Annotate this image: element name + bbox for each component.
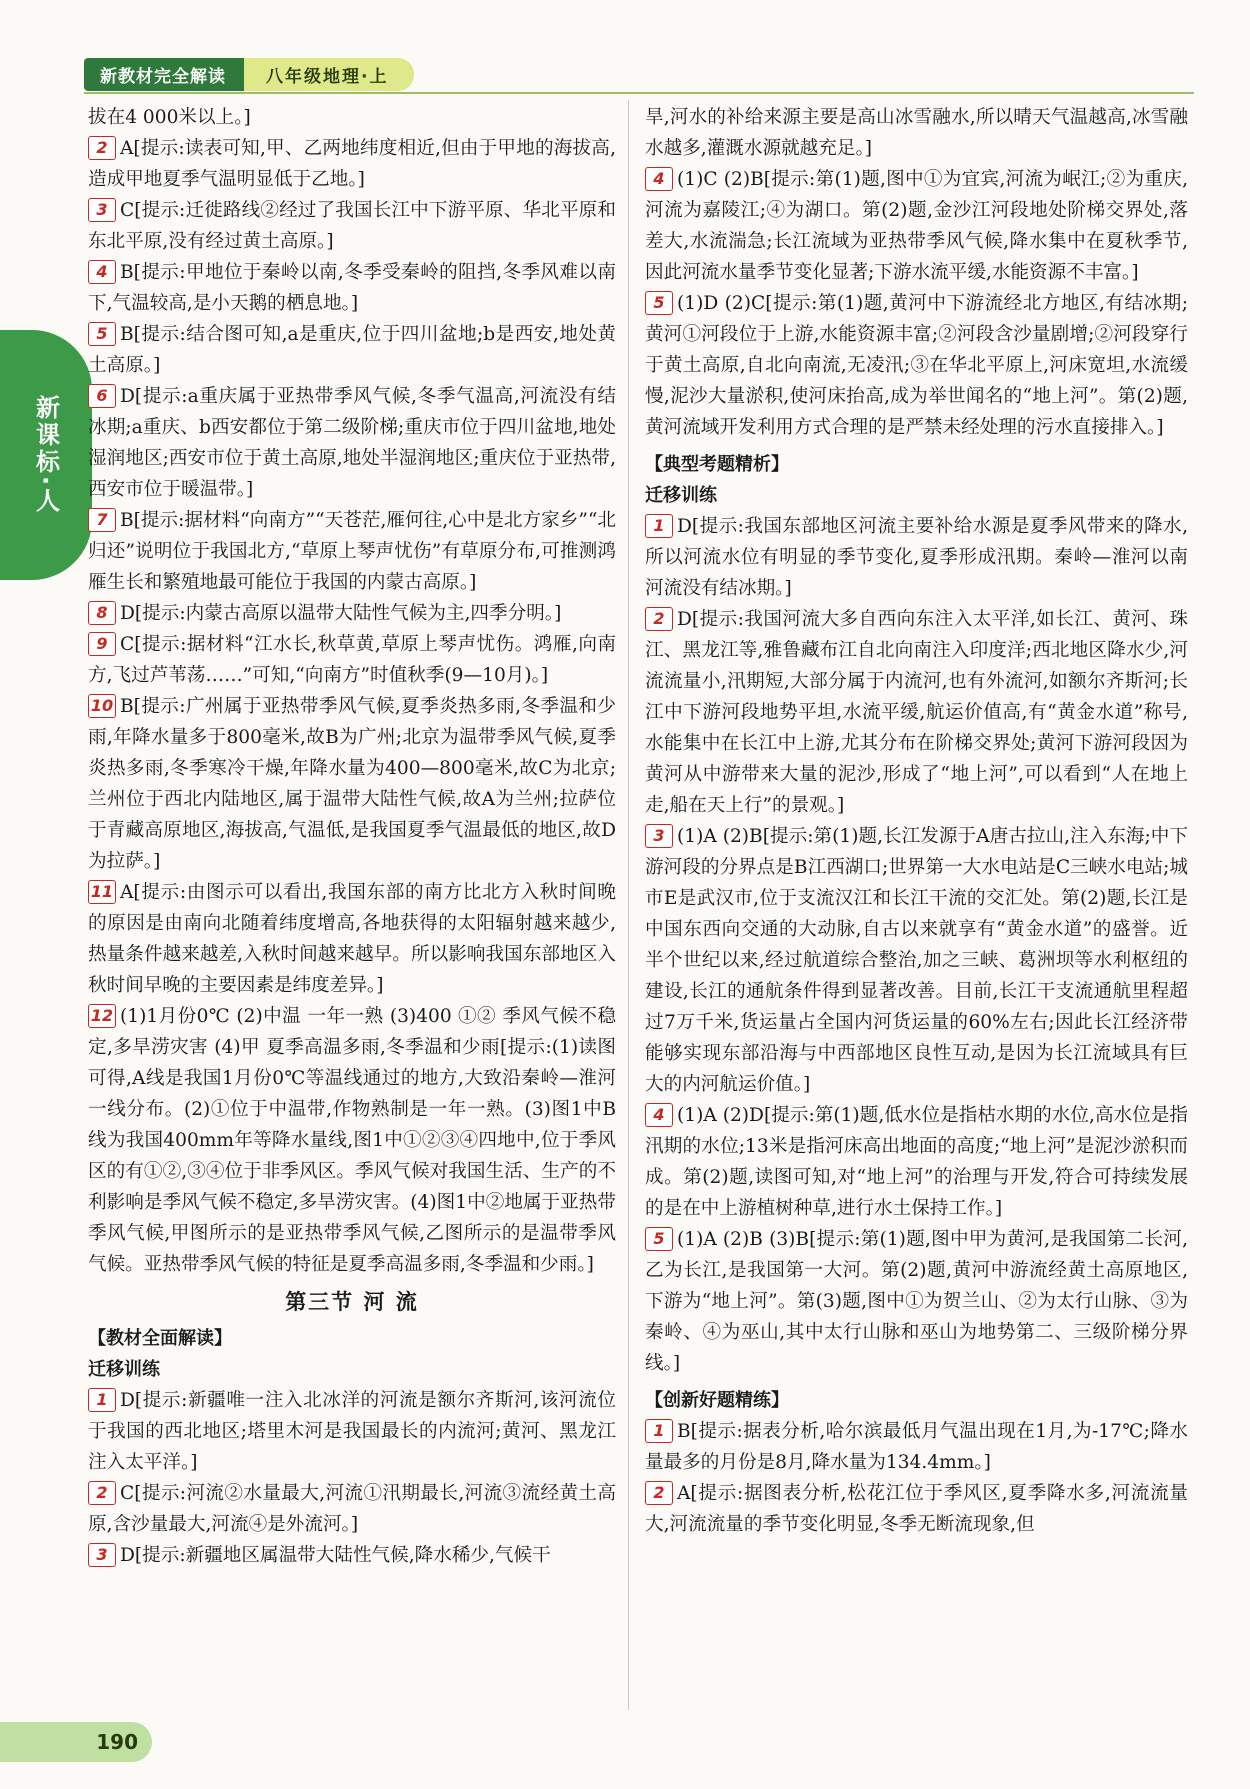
- answer-item: [645, 1100, 1188, 1224]
- question-number-badge: 12: [88, 1004, 116, 1028]
- answer-text: C[提示:河流②水量最大,河流①汛期最长,河流③流经黄土高原,含沙量最大,河流④是外流河。]: [88, 1483, 616, 1535]
- right-answer-list: [645, 102, 1188, 443]
- answer-item: [88, 629, 616, 691]
- answer-text: D[提示:内蒙古高原以温带大陆性气候为主,四季分明。]: [120, 603, 562, 624]
- question-number-badge: 2: [645, 1481, 673, 1505]
- question-number-badge: 2: [88, 1481, 116, 1505]
- answer-text: D[提示:新疆唯一注入北冰洋的河流是额尔齐斯河,该河流位于我国的西北地区;塔里木河是我国最长的内流河;黄河、黑龙江注入太平洋。]: [88, 1390, 616, 1473]
- answer-item: [88, 195, 616, 257]
- bracket-heading: 【教材全面解读】: [88, 1328, 232, 1349]
- question-number-badge: 2: [88, 136, 116, 160]
- answer-item: [88, 1478, 616, 1540]
- answer-item: [645, 821, 1188, 1100]
- question-number-badge: 1: [645, 514, 673, 538]
- page-number: [0, 1722, 152, 1762]
- bracket-heading: 【创新好题精练】: [645, 1390, 789, 1411]
- question-number-badge: 5: [88, 322, 116, 346]
- question-number-badge: 4: [645, 1103, 673, 1127]
- header-rule: [84, 92, 1194, 94]
- answer-text: (1)A (2)D[提示:第(1)题,低水位是指枯水期的水位,高水位是指汛期的水位;13米是指河床高出地面的高度;“地上河”是泥沙淤积而成。第(2)题,读图可知,对“地上河”的治理与开发,符合可持续发展的是在中上游植树种草,进行水土保持工作。]: [645, 1105, 1188, 1219]
- answer-item: [88, 133, 616, 195]
- question-number-badge: 1: [645, 1419, 673, 1443]
- section-title: 第三节 河 流: [285, 1289, 419, 1314]
- question-number-badge: 3: [88, 1543, 116, 1567]
- answer-text: 拔在4 000米以上。]: [88, 107, 251, 128]
- book-title: 八年级地理·上: [244, 58, 414, 91]
- answer-item: [645, 604, 1188, 821]
- bracket-heading: 【典型考题精析】: [645, 454, 789, 475]
- answer-item: [88, 877, 616, 1001]
- answer-text: D[提示:我国东部地区河流主要补给水源是夏季风带来的降水,所以河流水位有明显的季节变化,夏季形成汛期。秦岭—淮河以南河流没有结冰期。]: [645, 516, 1188, 599]
- answer-text: C[提示:迁徙路线②经过了我国长江中下游平原、华北平原和东北平原,没有经过黄土高原。]: [88, 200, 616, 252]
- question-number-badge: 10: [88, 694, 116, 718]
- answer-item: [645, 288, 1188, 443]
- right-answer-list-3: [645, 1416, 1188, 1540]
- answer-item: [88, 1540, 616, 1571]
- answer-item: [645, 1416, 1188, 1478]
- right-column: [645, 102, 1188, 1540]
- answer-item: [645, 164, 1188, 288]
- answer-text: (1)C (2)B[提示:第(1)题,图中①为宜宾,河流为岷江;②为重庆,河流为嘉陵江;④为湖口。第(2)题,金沙江河段地处阶梯交界处,落差大,水流湍急;长江流域为亚热带季风气候,降水集中在夏秋季节,因此河流水量季节变化显著;下游水流平缓,水能资源不丰富。]: [645, 169, 1188, 283]
- answer-text: B[提示:甲地位于秦岭以南,冬季受秦岭的阻挡,冬季风难以南下,气温较高,是小天鹅的栖息地。]: [88, 262, 616, 314]
- question-number-badge: 8: [88, 601, 116, 625]
- answer-text: C[提示:据材料“江水长,秋草黄,草原上琴声忧伤。鸿雁,向南方,飞过芦苇荡……”可知,“向南方”时值秋季(9—10月)。]: [88, 634, 616, 686]
- question-number-badge: 4: [645, 167, 673, 191]
- answer-text: (1)A (2)B[提示:第(1)题,长江发源于A唐古拉山,注入东海;中下游河段的分界点是B江西湖口;世界第一大水电站是C三峡水电站;城市E是武汉市,位于支流汉江和长江干流的交汇处。第(2)题,长江是中国东西向交通的大动脉,自古以来就享有“黄金水道”的盛誉。近半个世纪以来,经过航道综合整治,加之三峡、葛洲坝等水利枢纽的建设,长江的通航条件得到显著改善。目前,长江干支流通航里程超过7万千米,货运量占全国内河货运量的60%左右;因此长江经济带能够实现东部沿海与中西部地区良性互动,是因为长江流域具有巨大的内河航运价值。]: [645, 826, 1188, 1095]
- answer-text: B[提示:结合图可知,a是重庆,位于四川盆地;b是西安,地处黄土高原。]: [88, 324, 616, 376]
- answer-text: A[提示:由图示可以看出,我国东部的南方比北方入秋时间晚的原因是由南向北随着纬度增高,各地获得的太阳辐射越来越少,热量条件越来越差,入秋时间越来越早。所以影响我国东部地区入秋时间早晚的主要因素是纬度差异。]: [88, 882, 616, 996]
- answer-text: (1)1月份0℃ (2)中温 一年一熟 (3)400 ①② 季风气候不稳定,多旱涝灾害 (4)甲 夏季高温多雨,冬季温和少雨[提示:(1)读图可得,A线是我国1月份0℃等温线通过的地方,大致沿秦岭—淮河一线分布。(2)①位于中温带,作物熟制是一年一熟。(3)图1中B线为我国400mm年等降水量线,图1中①②③④四地中,位于季风区的有①②,③④位于非季风区。季风气候对我国生活、生产的不利影响是季风气候不稳定,多旱涝灾害。(4)图1中②地属于亚热带季风气候,甲图所示的是亚热带季风气候,乙图所示的是温带季风气候。亚热带季风气候的特征是夏季高温多雨,冬季温和少雨。]: [88, 1006, 616, 1275]
- question-number-badge: 5: [645, 291, 673, 315]
- page-number-text: 190: [96, 1730, 138, 1754]
- question-number-badge: 9: [88, 632, 116, 656]
- answer-text: D[提示:我国河流大多自西向东注入太平洋,如长江、黄河、珠江、黑龙江等,雅鲁藏布江自北向南注入印度洋;西北地区降水少,河流流量小,汛期短,大部分属于内流河,也有外流河,如额尔齐斯河;长江中下游河段地势平坦,水流平缓,航运价值高,有“黄金水道”称号,水能集中在长江中上游,尤其分布在阶梯交界处;黄河下游河段因为黄河从中游带来大量的泥沙,形成了“地上河”,可以看到“人在地上走,船在天上行”的景观。]: [645, 609, 1188, 816]
- answer-text: A[提示:据图表分析,松花江位于季风区,夏季降水多,河流流量大,河流流量的季节变化明显,冬季无断流现象,但: [645, 1483, 1188, 1535]
- running-header: [84, 58, 414, 90]
- question-number-badge: 5: [645, 1227, 673, 1251]
- answer-item: [88, 1001, 616, 1280]
- question-number-badge: 11: [88, 880, 116, 904]
- answer-item: [88, 1385, 616, 1478]
- answer-item: [645, 511, 1188, 604]
- question-number-badge: 2: [645, 607, 673, 631]
- answer-text: 旱,河水的补给来源主要是高山冰雪融水,所以晴天气温越高,冰雪融水越多,灌溉水源就越充足。]: [645, 107, 1188, 159]
- answer-text: (1)D (2)C[提示:第(1)题,黄河中下游流经北方地区,有结冰期;黄河①河段位于上游,水能资源丰富;②河段含沙量剧增;②河段穿行于黄土高原,自北向南流,无凌汛;③在华北平原上,河床宽坦,水流缓慢,泥沙大量淤积,使河床抬高,成为举世闻名的“地上河”。第(2)题,黄河流域开发利用方式合理的是严禁未经处理的污水直接排入。]: [645, 293, 1188, 438]
- side-tab: [0, 330, 92, 580]
- question-number-badge: 7: [88, 508, 116, 532]
- left-answer-list: [88, 102, 616, 1280]
- answer-text: D[提示:a重庆属于亚热带季风气候,冬季气温高,河流没有结冰期;a重庆、b西安都位于第二级阶梯;重庆市位于四川盆地,地处湿润地区;西安市位于黄土高原,地处半湿润地区;重庆位于亚热带,西安市位于暖温带。]: [88, 386, 616, 500]
- answer-text: A[提示:读表可知,甲、乙两地纬度相近,但由于甲地的海拔高,造成甲地夏季气温明显低于乙地。]: [88, 138, 616, 190]
- sub-heading: 迁移训练: [88, 1359, 160, 1380]
- answer-item: [88, 505, 616, 598]
- column-divider: [628, 100, 629, 1710]
- answer-item: [88, 319, 616, 381]
- left-column: [88, 102, 616, 1571]
- answer-text: (1)A (2)B (3)B[提示:第(1)题,图中甲为黄河,是我国第二长河,乙为长江,是我国第一大河。第(2)题,黄河中游流经黄土高原地区,下游为“地上河”。第(3)题,图中①为贺兰山、②为太行山脉、③为秦岭、④为巫山,其中太行山脉和巫山为地势第二、三级阶梯分界线。]: [645, 1229, 1188, 1374]
- left-answer-list-2: [88, 1385, 616, 1571]
- answer-item: [645, 1224, 1188, 1379]
- answer-item: [88, 598, 616, 629]
- answer-text: D[提示:新疆地区属温带大陆性气候,降水稀少,气候干: [120, 1545, 551, 1566]
- answer-item: [645, 1478, 1188, 1540]
- question-number-badge: 6: [88, 384, 116, 408]
- answer-text: B[提示:据表分析,哈尔滨最低月气温出现在1月,为-17℃;降水量最多的月份是8月,降水量为134.4mm。]: [645, 1421, 1188, 1473]
- answer-item: [88, 381, 616, 505]
- sub-heading: 迁移训练: [645, 485, 717, 506]
- question-number-badge: 4: [88, 260, 116, 284]
- answer-item: [88, 691, 616, 877]
- right-answer-list-2: [645, 511, 1188, 1379]
- question-number-badge: 3: [88, 198, 116, 222]
- answer-item: [88, 102, 616, 133]
- answer-text: B[提示:据材料“向南方”“天苍茫,雁何往,心中是北方家乡”“北归还”说明位于我国北方,“草原上琴声忧伤”有草原分布,可推测鸿雁生长和繁殖地最可能位于我国的内蒙古高原。]: [88, 510, 616, 593]
- answer-text: B[提示:广州属于亚热带季风气候,夏季炎热多雨,冬季温和少雨,年降水量多于800毫米,故B为广州;北京为温带季风气候,夏季炎热多雨,冬季寒冷干燥,年降水量为400—800毫米,故C为北京;兰州位于西北内陆地区,属于温带大陆性气候,故A为兰州;拉萨位于青藏高原地区,海拔高,气温低,是我国夏季气温最低的地区,故D为拉萨。]: [88, 696, 616, 872]
- side-tab-label: 新课标·人: [31, 394, 60, 516]
- question-number-badge: 1: [88, 1388, 116, 1412]
- answer-item: [88, 257, 616, 319]
- series-title: 新教材完全解读: [84, 58, 244, 91]
- question-number-badge: 3: [645, 824, 673, 848]
- answer-item: [645, 102, 1188, 164]
